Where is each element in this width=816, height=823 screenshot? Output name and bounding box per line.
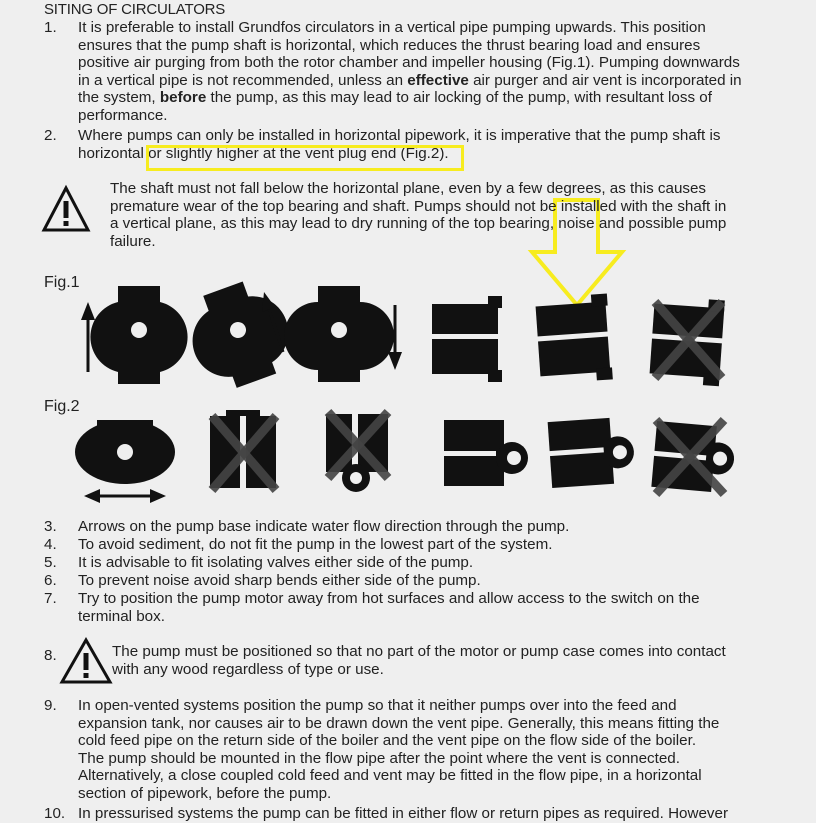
- section-heading: SITING OF CIRCULATORS: [44, 1, 226, 18]
- item-number: 10.: [44, 805, 66, 822]
- pump-icon: [177, 272, 302, 397]
- text-line: ensures that the pump shaft is horizontal, which reduces the thrust bearing load and ensures: [78, 36, 701, 54]
- text-line: failure.: [110, 232, 156, 250]
- text-line: The pump should be mounted in the flow pipe after the point where the vent is connected.: [78, 749, 680, 767]
- pump-icon: [284, 286, 394, 382]
- item-number: 4.: [44, 536, 57, 553]
- arrow-icon: [84, 489, 166, 503]
- text-line: the system, before the pump, as this may lead to air locking of the pump, with resultant loss of: [78, 89, 712, 107]
- text-line: Alternatively, a close coupled cold feed and vent may be fitted in the flow pipe, in a horizontal: [78, 767, 702, 785]
- text-line: In open-vented systems position the pump so that it neither pumps over into the feed and: [78, 697, 677, 714]
- figure-2-caption: Fig.2: [44, 398, 80, 415]
- text-line: horizontal or slightly higher at the vent plug end (Fig.2).: [78, 144, 449, 162]
- text-line: Arrows on the pump base indicate water flow direction through the pump.: [78, 518, 570, 535]
- warning-text: [110, 180, 726, 250]
- item-number: 3.: [44, 518, 57, 535]
- text-line: section of pipework, before the pump.: [78, 784, 332, 802]
- text-line: To prevent noise avoid sharp bends either side of the pump.: [78, 572, 481, 589]
- item-number: 1.: [44, 19, 57, 36]
- text-line: terminal box.: [78, 607, 165, 625]
- warning-icon: [62, 640, 110, 682]
- text-line: premature wear of the top bearing and shaft. Pumps should not be installed with the shaft in: [110, 197, 727, 215]
- text-line: cold feed pipe on the return side of the boiler and the vent pipe on the flow side of the boiler.: [78, 732, 697, 750]
- text-line: In pressurised systems the pump can be fitted in either flow or return pipes as required. However: [78, 805, 728, 822]
- pump-side-icon: [544, 416, 636, 488]
- text-line: The pump must be positioned so that no part of the motor or pump case comes into contact: [112, 643, 726, 660]
- pump-side-icon: [428, 296, 502, 382]
- text-line: with any wood regardless of type or use.: [112, 660, 384, 678]
- text-line: expansion tank, nor causes air to be drawn down the vent pipe. Generally, this means fitting the: [78, 714, 720, 732]
- pump-side-icon: [529, 293, 615, 384]
- item-number: 6.: [44, 572, 57, 589]
- item-8-text: [112, 643, 726, 678]
- text-line: a vertical plane, as this may lead to dry running of the top bearing, noise and possible pump: [110, 215, 727, 233]
- text-line: positive air purging from both the rotor chamber and impeller housing (Fig.1). Pumping downwards: [78, 54, 740, 72]
- warning-icon: [44, 188, 88, 230]
- item-number: 8.: [44, 647, 57, 664]
- item-number: 7.: [44, 590, 57, 607]
- text-line: It is preferable to install Grundfos circulators in a vertical pipe pumping upwards. This position: [78, 19, 706, 36]
- item-number: 2.: [44, 127, 57, 144]
- pump-icon: [75, 420, 175, 484]
- item-number: 5.: [44, 554, 57, 571]
- pump-icon: [90, 286, 187, 384]
- item-number: 9.: [44, 697, 57, 714]
- text-line: The shaft must not fall below the horizontal plane, even by a few degrees, as this causes: [110, 180, 707, 197]
- pump-side-icon: [440, 420, 528, 486]
- text-line: Where pumps can only be installed in horizontal pipework, it is imperative that the pump shaft is: [78, 127, 721, 144]
- text-line: To avoid sediment, do not fit the pump in the lowest part of the system.: [78, 536, 553, 553]
- text-line: Try to position the pump motor away from hot surfaces and allow access to the switch on the: [78, 590, 700, 607]
- figure-1-caption: Fig.1: [44, 274, 80, 291]
- text-line: performance.: [78, 106, 168, 124]
- text-line: It is advisable to fit isolating valves either side of the pump.: [78, 554, 474, 571]
- text-line: in a vertical pipe is not recommended, unless an effective air purger and air vent is incorporated in: [78, 71, 742, 89]
